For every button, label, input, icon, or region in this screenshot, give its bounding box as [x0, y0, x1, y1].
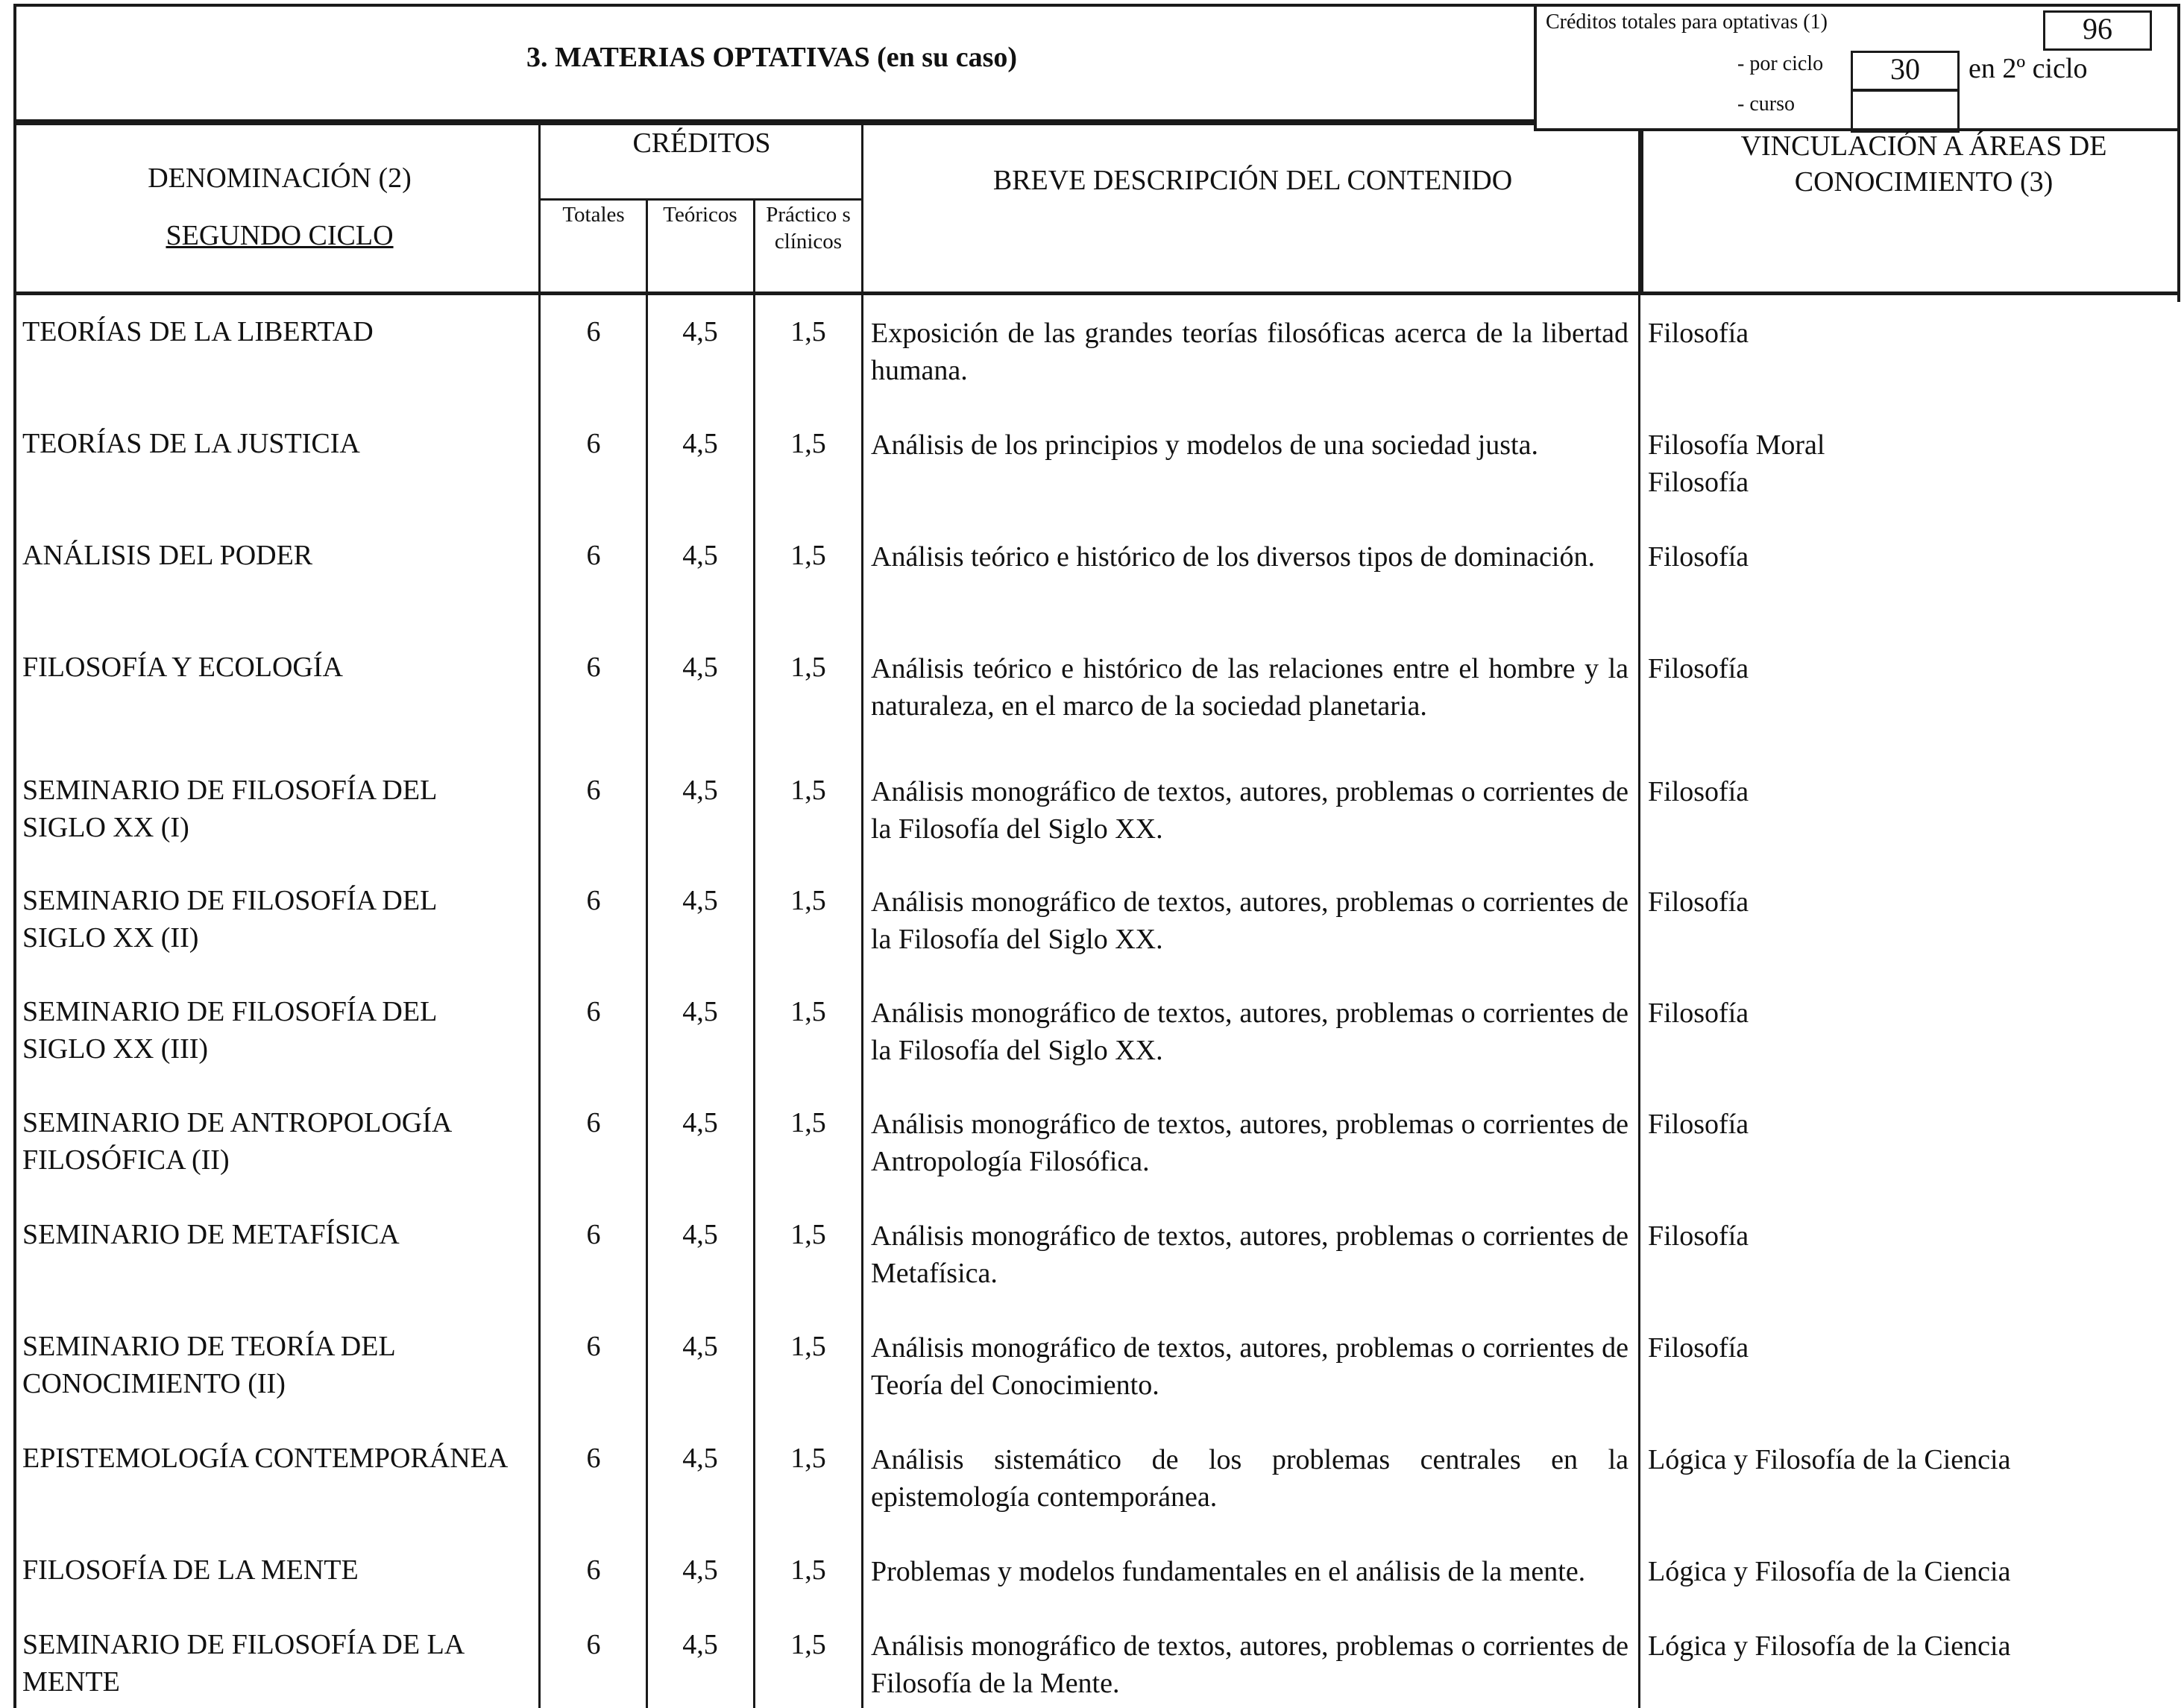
row-totales: 6	[586, 540, 601, 571]
row-descripcion: Análisis monográfico de textos, autores, problemas o corrientes de Teoría del Conocimiento.	[871, 1332, 1628, 1401]
creditos-sub-rule	[540, 198, 862, 201]
credits-total-value: 96	[2043, 10, 2152, 51]
row-area: Lógica y Filosofía de la Ciencia	[1648, 1630, 2011, 1662]
row-name: TEORÍAS DE LA LIBERTAD	[22, 316, 374, 347]
row-area: Filosofía	[1648, 776, 1749, 807]
frame-right	[2177, 4, 2180, 302]
row-practicos: 1,5	[790, 996, 826, 1027]
row-name: TEORÍAS DE LA JUSTICIA	[22, 428, 360, 459]
header-descripcion: BREVE DESCRIPCIÓN DEL CONTENIDO	[992, 165, 1513, 196]
col-rule-5	[1638, 128, 1640, 1708]
row-totales: 6	[586, 1554, 601, 1586]
row-area: Filosofía	[1648, 1332, 1749, 1364]
row-area: Filosofía	[1648, 1109, 1749, 1140]
row-teoricos: 4,5	[682, 996, 718, 1027]
row-practicos: 1,5	[790, 652, 826, 683]
row-totales: 6	[586, 652, 601, 683]
row-descripcion: Análisis monográfico de textos, autores, problemas o corrientes de la Filosofía del Siglo XX.	[871, 998, 1628, 1066]
row-descripcion: Exposición de las grandes teorías filosóficas acerca de la libertad humana.	[871, 318, 1628, 386]
vinc-header-left	[1640, 128, 1643, 294]
row-descripcion: Análisis monográfico de textos, autores, problemas o corrientes de la Filosofía del Siglo XX.	[871, 886, 1628, 955]
row-practicos: 1,5	[790, 1331, 826, 1362]
row-area: Filosofía Moral Filosofía	[1648, 429, 1825, 498]
row-descripcion: Análisis monográfico de textos, autores, problemas o corrientes de Metafísica.	[871, 1220, 1628, 1289]
row-name: SEMINARIO DE FILOSOFÍA DE LA MENTE	[22, 1629, 464, 1698]
row-practicos: 1,5	[790, 540, 826, 571]
row-descripcion: Análisis monográfico de textos, autores, problemas o corrientes de Antropología Filosófica.	[871, 1109, 1628, 1177]
row-area: Lógica y Filosofía de la Ciencia	[1648, 1556, 2011, 1587]
row-name: SEMINARIO DE FILOSOFÍA DEL SIGLO XX (III)	[22, 996, 436, 1065]
header-denominacion: DENOMINACIÓN (2)	[148, 163, 412, 194]
credits-ciclo-suffix: en 2º ciclo	[1969, 53, 2088, 84]
credits-ciclo-value: 30	[1851, 51, 1960, 91]
row-teoricos: 4,5	[682, 1331, 718, 1362]
credits-total-label: Créditos totales para optativas (1)	[1546, 10, 1828, 34]
row-totales: 6	[586, 316, 601, 347]
row-descripcion: Análisis monográfico de textos, autores, problemas o corrientes de la Filosofía del Siglo XX.	[871, 776, 1628, 845]
header-totales: Totales	[562, 203, 625, 227]
row-area: Lógica y Filosofía de la Ciencia	[1648, 1444, 2011, 1475]
row-teoricos: 4,5	[682, 1554, 718, 1586]
row-area: Filosofía	[1648, 998, 1749, 1029]
row-totales: 6	[586, 1331, 601, 1362]
row-name: SEMINARIO DE FILOSOFÍA DEL SIGLO XX (II)	[22, 885, 436, 954]
frame-top	[13, 4, 2177, 7]
credits-ciclo-label: - por ciclo	[1737, 52, 1824, 75]
row-practicos: 1,5	[790, 1219, 826, 1250]
row-area: Filosofía	[1648, 541, 1749, 573]
row-teoricos: 4,5	[682, 775, 718, 806]
credits-curso-label: - curso	[1737, 92, 1795, 116]
header-ciclo: SEGUNDO CICLO	[166, 220, 394, 251]
row-descripcion: Análisis monográfico de textos, autores, problemas o corrientes de Filosofía de la Mente.	[871, 1630, 1628, 1699]
row-name: EPISTEMOLOGÍA CONTEMPORÁNEA	[22, 1443, 509, 1474]
header-practicos: Práctico s clínicos	[766, 203, 851, 253]
row-totales: 6	[586, 1629, 601, 1660]
row-teoricos: 4,5	[682, 1629, 718, 1660]
row-practicos: 1,5	[790, 1554, 826, 1586]
row-name: FILOSOFÍA Y ECOLOGÍA	[22, 652, 343, 683]
row-totales: 6	[586, 885, 601, 916]
row-totales: 6	[586, 775, 601, 806]
row-teoricos: 4,5	[682, 1107, 718, 1138]
row-area: Filosofía	[1648, 653, 1749, 684]
row-teoricos: 4,5	[682, 1219, 718, 1250]
row-name: SEMINARIO DE TEORÍA DEL CONOCIMIENTO (II)	[22, 1331, 395, 1399]
header-creditos: CRÉDITOS	[632, 127, 771, 159]
row-teoricos: 4,5	[682, 1443, 718, 1474]
row-descripcion: Análisis sistemático de los problemas centrales en la epistemología contemporánea.	[871, 1444, 1628, 1513]
row-name: ANÁLISIS DEL PODER	[22, 540, 313, 571]
col-left-edge	[13, 122, 16, 1708]
row-descripcion: Análisis teórico e histórico de las relaciones entre el hombre y la naturaleza, en el marco de la sociedad planetaria.	[871, 653, 1628, 722]
row-area: Filosofía	[1648, 886, 1749, 918]
row-practicos: 1,5	[790, 428, 826, 459]
row-descripcion: Análisis de los principios y modelos de una sociedad justa.	[871, 429, 1538, 461]
row-totales: 6	[586, 996, 601, 1027]
row-practicos: 1,5	[790, 775, 826, 806]
row-descripcion: Problemas y modelos fundamentales en el análisis de la mente.	[871, 1556, 1586, 1587]
col-rule-1	[538, 122, 541, 1708]
row-teoricos: 4,5	[682, 652, 718, 683]
row-practicos: 1,5	[790, 885, 826, 916]
row-totales: 6	[586, 1107, 601, 1138]
row-teoricos: 4,5	[682, 316, 718, 347]
row-practicos: 1,5	[790, 316, 826, 347]
row-totales: 6	[586, 1443, 601, 1474]
header-vinculacion: VINCULACIÓN A ÁREAS DE CONOCIMIENTO (3)	[1740, 130, 2107, 198]
row-practicos: 1,5	[790, 1443, 826, 1474]
row-name: SEMINARIO DE METAFÍSICA	[22, 1219, 400, 1250]
credits-curso-value	[1851, 89, 1960, 133]
header-bottom-rule	[13, 292, 2180, 295]
row-area: Filosofía	[1648, 318, 1749, 349]
row-area: Filosofía	[1648, 1220, 1749, 1252]
row-teoricos: 4,5	[682, 885, 718, 916]
page-title: 3. MATERIAS OPTATIVAS (en su caso)	[526, 42, 1018, 73]
row-name: SEMINARIO DE FILOSOFÍA DEL SIGLO XX (I)	[22, 775, 436, 843]
row-descripcion: Análisis teórico e histórico de los diversos tipos de dominación.	[871, 541, 1595, 573]
row-practicos: 1,5	[790, 1629, 826, 1660]
row-teoricos: 4,5	[682, 540, 718, 571]
row-teoricos: 4,5	[682, 428, 718, 459]
row-name: FILOSOFÍA DE LA MENTE	[22, 1554, 359, 1586]
row-totales: 6	[586, 1219, 601, 1250]
credits-box-left	[1534, 4, 1537, 130]
row-practicos: 1,5	[790, 1107, 826, 1138]
row-totales: 6	[586, 428, 601, 459]
row-name: SEMINARIO DE ANTROPOLOGÍA FILOSÓFICA (II)	[22, 1107, 451, 1176]
header-teoricos: Teóricos	[663, 203, 737, 227]
